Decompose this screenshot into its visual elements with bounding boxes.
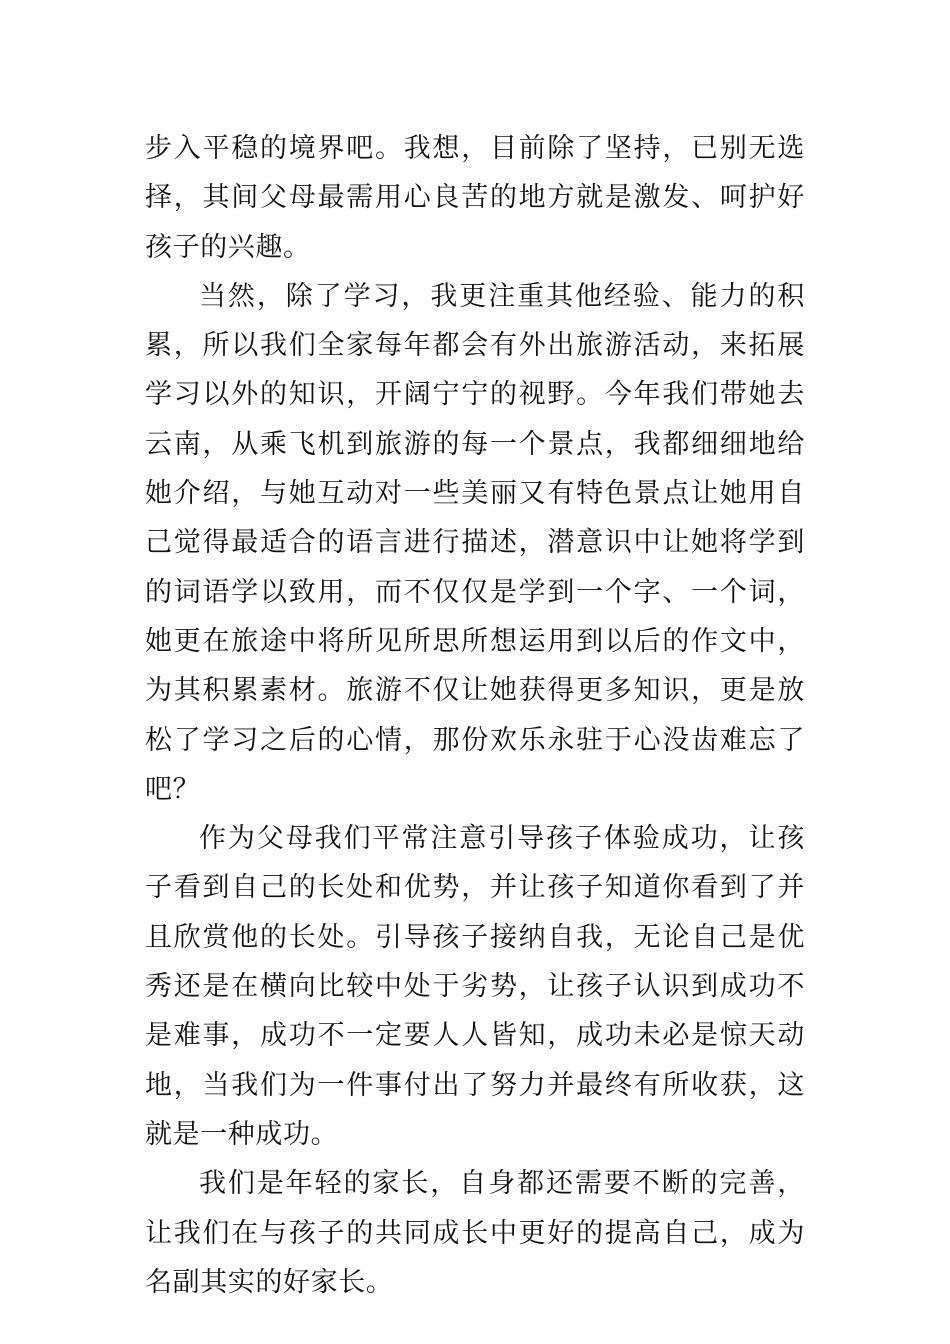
paragraph-4: 我们是年轻的家长，自身都还需要不断的完善，让我们在与孩子的共同成长中更好的提高自己，成为名副其实的好家长。: [145, 1168, 805, 1298]
document-body: [145, 124, 805, 1307]
paragraph-3: 作为父母我们平常注意引导孩子体验成功，让孩子看到自己的长处和优势，并让孩子知道你看到了并且欣赏他的长处。引导孩子接纳自我，无论自己是优秀还是在横向比较中处于劣势，让孩子认识到成功不是难事，成功不一定要人人皆知，成功未必是惊天动地，当我们为一件事付出了努力并最终有所收获，这就是一种成功。: [145, 823, 805, 1150]
paragraph-1: 步入平稳的境界吧。我想，目前除了坚持，已别无选择，其间父母最需用心良苦的地方就是激发、呵护好孩子的兴趣。: [145, 133, 805, 263]
paragraph-2: 当然，除了学习，我更注重其他经验、能力的积累，所以我们全家每年都会有外出旅游活动，来拓展学习以外的知识，开阔宁宁的视野。今年我们带她去云南，从乘飞机到旅游的每一个景点，我都细细地给她介绍，与她互动对一些美丽又有特色景点让她用自己觉得最适合的语言进行描述，潜意识中让她将学到的词语学以致用，而不仅仅是学到一个字、一个词，她更在旅途中将所见所思所想运用到以后的作文中，为其积累素材。旅游不仅让她获得更多知识，更是放松了学习之后的心情，那份欢乐永驻于心没齿难忘了吧？: [145, 280, 805, 805]
